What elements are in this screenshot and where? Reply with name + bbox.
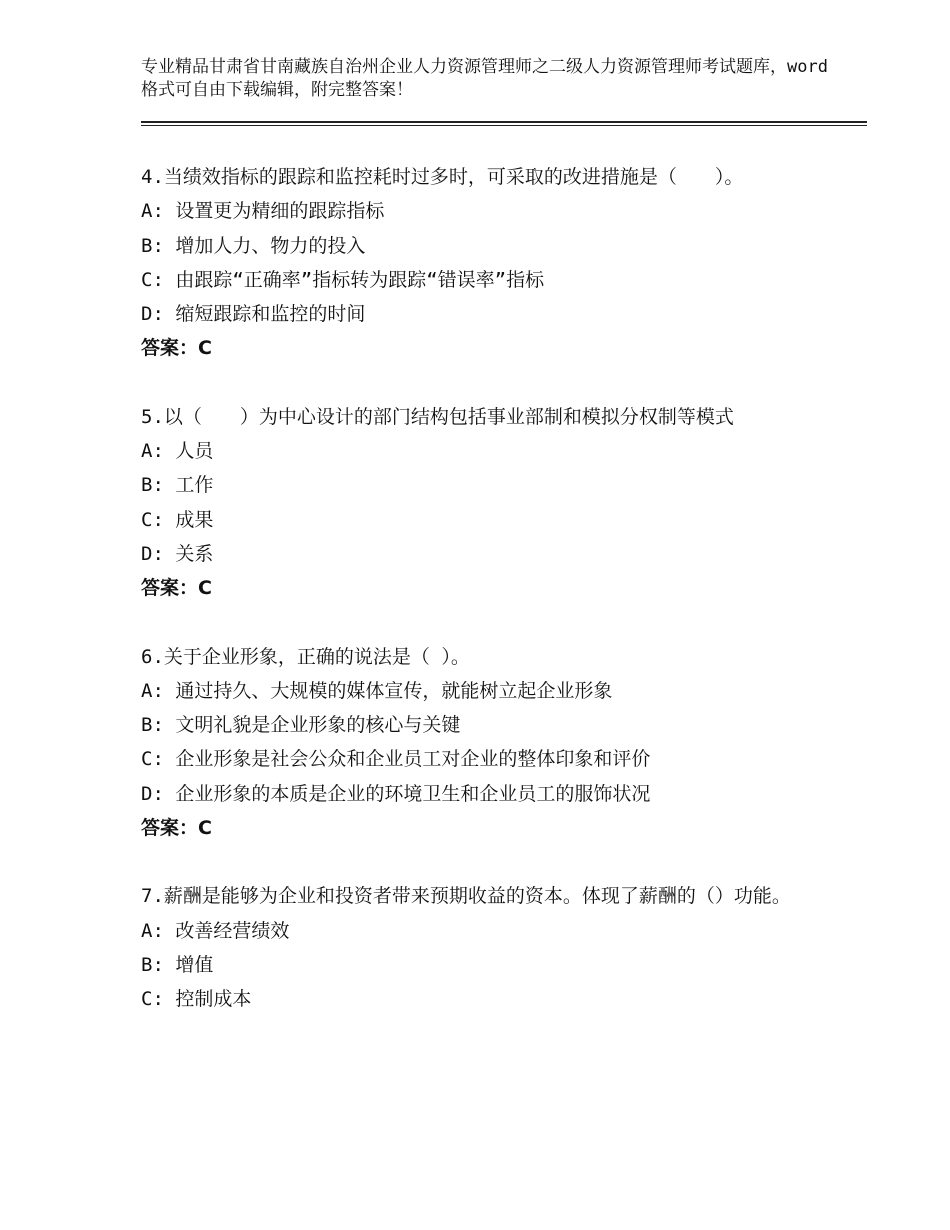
answer: 答案：C xyxy=(141,577,212,600)
option-d: D: 关系 xyxy=(141,542,214,565)
question-list xyxy=(141,160,821,1051)
question-stem: 4.当绩效指标的跟踪和监控耗时过多时，可采取的改进措施是（ ）。 xyxy=(141,166,744,188)
option-a: A: 改善经营绩效 xyxy=(141,919,290,942)
question-6 xyxy=(141,640,821,846)
question-stem: 7.薪酬是能够为企业和投资者带来预期收益的资本。体现了薪酬的（）功能。 xyxy=(141,885,791,908)
option-d: D: 企业形象的本质是企业的环境卫生和企业员工的服饰状况 xyxy=(141,782,651,805)
header-rule-thick xyxy=(141,121,867,123)
header-rule-thin xyxy=(141,125,867,126)
option-b: B: 增值 xyxy=(141,953,214,976)
answer: 答案：C xyxy=(141,337,212,360)
option-b: B: 增加人力、物力的投入 xyxy=(141,234,366,257)
option-c: C: 控制成本 xyxy=(141,988,252,1011)
question-stem: 5.以（ ）为中心设计的部门结构包括事业部制和模拟分权制等模式 xyxy=(141,405,734,428)
option-b: B: 工作 xyxy=(141,474,214,497)
question-stem: 6.关于企业形象，正确的说法是（ ）。 xyxy=(141,645,470,668)
question-4 xyxy=(141,160,821,366)
option-d: D: 缩短跟踪和监控的时间 xyxy=(141,303,366,326)
option-a: A: 人员 xyxy=(141,440,214,463)
option-b: B: 文明礼貌是企业形象的核心与关键 xyxy=(141,714,461,737)
option-c: C: 成果 xyxy=(141,508,214,531)
page-header: 专业精品甘肃省甘南藏族自治州企业人力资源管理师之二级人力资源管理师考试题库，word格式可自由下载编辑，附完整答案！ xyxy=(141,57,828,100)
question-7 xyxy=(141,879,821,1016)
option-c: C: 由跟踪“正确率”指标转为跟踪“错误率”指标 xyxy=(141,268,545,291)
answer: 答案：C xyxy=(141,817,212,840)
question-5 xyxy=(141,400,821,606)
option-a: A: 通过持久、大规模的媒体宣传，就能树立起企业形象 xyxy=(141,679,613,702)
option-a: A: 设置更为精细的跟踪指标 xyxy=(141,200,385,223)
option-c: C: 企业形象是社会公众和企业员工对企业的整体印象和评价 xyxy=(141,748,651,771)
